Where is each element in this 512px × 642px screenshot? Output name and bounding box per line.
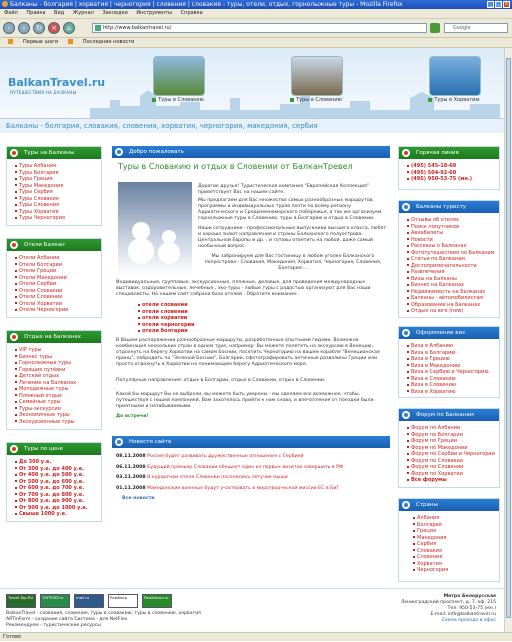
- list-item[interactable]: Словакия: [413, 548, 499, 555]
- list-item[interactable]: Виза в Македонию: [407, 363, 499, 370]
- visa-box: [398, 326, 500, 398]
- site-logo[interactable]: BalkanTravel.ru: [8, 76, 106, 89]
- news-date: 08.11.2008: [116, 454, 146, 459]
- all-news-link[interactable]: Все новости: [122, 496, 155, 501]
- list-item[interactable]: Виза в Албанию: [407, 343, 499, 350]
- stop-icon[interactable]: ×: [48, 22, 60, 34]
- list-item[interactable]: Албания: [413, 515, 499, 522]
- tour-image: [429, 56, 481, 96]
- tour-label: [424, 97, 484, 103]
- status-bar: Готово: [0, 632, 512, 641]
- site-footer: [0, 588, 504, 632]
- list-item[interactable]: Отели Албании: [15, 255, 101, 262]
- paragraph: Мы забронируем для Вас гостиницу в любом уголке Балканского полуострова - Словакия, Македония, Хорватия, Черногория, Словения, Болгария ...: [204, 254, 382, 271]
- list-item[interactable]: Молодежные туры: [15, 386, 101, 393]
- tour-label-text: Туры в Хорватию: [434, 97, 480, 103]
- tourist-list: [399, 217, 499, 315]
- news-text: Македонские военные будут участвовать в миротворческой миссии ЕС в БиГ: [147, 485, 340, 491]
- list-item[interactable]: Бизнес туры: [15, 354, 101, 361]
- list-item[interactable]: Новости: [407, 237, 499, 244]
- box-header: [112, 146, 390, 158]
- arrow-icon: [428, 98, 432, 102]
- list-item[interactable]: Туры Македония: [15, 183, 101, 190]
- list-item[interactable]: Форум по Сербии и Черногории: [407, 451, 499, 458]
- list-item[interactable]: Статьи по Балканам: [407, 256, 499, 263]
- list-item[interactable]: До 300 у.е.: [15, 459, 101, 466]
- rest-list: [7, 347, 101, 425]
- go-button[interactable]: [430, 23, 440, 33]
- news-text: Россия будет развивать дружественные отношения с Сербией: [147, 454, 304, 459]
- countries-box: [398, 498, 500, 582]
- menu-edit[interactable]: Правка: [26, 10, 46, 16]
- counter-banner[interactable]: mail.ru: [74, 594, 104, 608]
- list-item[interactable]: Виза в Хорватию: [407, 389, 499, 396]
- list-item[interactable]: Отдых на юге (new): [407, 308, 499, 315]
- box-header: [7, 331, 101, 343]
- list-item[interactable]: Болгария: [413, 522, 499, 529]
- news-text: Будущий премьер Словакии обещает один из первых визитов совершить в РФ: [147, 464, 344, 470]
- snowman-body: [158, 242, 180, 264]
- bookmark-icon: [8, 39, 13, 44]
- box-title: Форум по Балканам: [416, 412, 474, 418]
- list-item[interactable]: Хорватия: [413, 561, 499, 568]
- news-date: 06.11.2008: [116, 464, 146, 470]
- list-item[interactable]: Экскурсионные туры: [15, 419, 101, 426]
- list-item[interactable]: Форум по Македонии: [407, 445, 499, 452]
- box-header: [399, 147, 499, 159]
- list-item[interactable]: От 500 у.е. до 600 у.е.: [15, 479, 101, 486]
- bookmark-item[interactable]: [8, 39, 58, 45]
- site-tagline: ПУТЕШЕСТВИЯ НА БАЛКАНЫ: [10, 90, 77, 95]
- hotel-link[interactable]: отели болгарии: [138, 328, 195, 335]
- tours-text: Индивидуальные, групповые, экскурсионные, пляжные, деловые, для проведения международных выставок, оздоровительные, лечебные , эко-туры - любые туры с радостью организуют для Вас наши специалисты. На нашем сайт собрана база отелей . Обратите внимание:: [116, 280, 371, 297]
- box-title: Горячая линия: [416, 150, 459, 156]
- list-item[interactable]: Форум по Болгарии: [407, 432, 499, 439]
- price-list: [7, 459, 101, 518]
- keywords-banner: [0, 118, 504, 133]
- list-item[interactable]: Детский отдых: [15, 373, 101, 380]
- visa-list: [399, 343, 499, 395]
- bullet-icon: [10, 445, 18, 453]
- list-item[interactable]: От 400 у.е. до 500 у.е.: [15, 472, 101, 479]
- tour-slovakia[interactable]: [148, 56, 208, 104]
- forward-icon[interactable]: ›: [18, 22, 30, 34]
- menu-help[interactable]: Справка: [180, 10, 203, 16]
- list-item[interactable]: Отели Черногории: [15, 307, 101, 314]
- list-item[interactable]: Форум по Словакии: [407, 458, 499, 465]
- back-icon[interactable]: ‹: [3, 22, 15, 34]
- footer-line[interactable]: ARTinForm - создание сайта Система - для NetFlex: [6, 617, 128, 622]
- hotline-box: [398, 146, 500, 190]
- page-content: [0, 48, 504, 632]
- list-item[interactable]: Отели Хорватии: [15, 301, 101, 308]
- paragraph: Дорогие друзья! Туристическая компания "Европейская Коллекция" приветствует Вас на нашем сайте.: [198, 184, 369, 195]
- hotels-box: [6, 238, 102, 318]
- close-icon[interactable]: ×: [504, 1, 509, 7]
- tours-box: [6, 146, 102, 226]
- site-favicon: [95, 25, 101, 31]
- paragraph: Мы предлагаем для Вас множество самых разнообразных маршрутов, программы и индивидуальных туров почти по всему региону Адриатического и Средиземноморского побережья, а так же организуем горнолыжные туры в Словению, туры в Болгарию и отдых в Словакии.: [198, 198, 382, 221]
- footer-line[interactable]: BalkanTravel - словакия, словения, туры в словакию, туры в словению, хорватия: [6, 611, 201, 616]
- bullet-icon: [402, 329, 410, 337]
- list-item[interactable]: Туры Словения: [15, 202, 101, 209]
- phone-number: (495) 545-18-68: [407, 163, 499, 170]
- window-titlebar: [0, 0, 512, 9]
- list-item[interactable]: Отели Болгарии: [15, 262, 101, 269]
- list-item[interactable]: От 700 у.е. до 800 у.е.: [15, 492, 101, 499]
- box-header: [7, 443, 101, 455]
- tour-image: [291, 56, 343, 96]
- list-item[interactable]: Достопримечательности: [407, 263, 499, 270]
- snowman-body: [128, 238, 154, 264]
- list-item[interactable]: От 800 у.е. до 900 у.е.: [15, 498, 101, 505]
- list-item[interactable]: Фотопутешествия по Балканам: [407, 250, 499, 257]
- news-box: [112, 436, 390, 532]
- list-item[interactable]: Виза в Грецию: [407, 356, 499, 363]
- hotel-links: [130, 302, 195, 335]
- box-title: Туры на Балканы: [24, 150, 75, 156]
- hotels-list: [7, 255, 101, 314]
- list-item[interactable]: Туры Болгария: [15, 170, 101, 177]
- box-header: [399, 327, 499, 339]
- list-item[interactable]: Пляжный отдых: [15, 393, 101, 400]
- list-item[interactable]: Бизнес на Балканах: [407, 282, 499, 289]
- intro-text: [198, 184, 388, 272]
- phone-number: (495) 504-92-60: [407, 170, 499, 177]
- forum-box: [398, 408, 500, 488]
- list-item[interactable]: Виза в Словению: [407, 382, 499, 389]
- box-header: [399, 499, 499, 511]
- list-item[interactable]: Туры Черногория: [15, 215, 101, 222]
- bullet-icon: [402, 411, 410, 419]
- box-title: Добро пожаловать: [129, 149, 184, 155]
- news-item[interactable]: [116, 465, 388, 472]
- hotel-link[interactable]: отели словакии: [138, 302, 195, 309]
- list-item[interactable]: Отели Сербии: [15, 281, 101, 288]
- counter-banner[interactable]: Рамблер: [108, 594, 138, 608]
- menu-history[interactable]: Журнал: [72, 10, 94, 16]
- news-date: 01.11.2008: [116, 485, 146, 491]
- address-line: Тел: 950-53-75 (мн.): [447, 606, 496, 611]
- list-item[interactable]: Отели Македонии: [15, 275, 101, 282]
- menu-view[interactable]: Вид: [54, 10, 65, 16]
- minimize-icon[interactable]: _: [487, 1, 494, 8]
- box-title: Страны: [416, 502, 438, 508]
- window-controls: [487, 1, 510, 8]
- list-item[interactable]: Свыше 1000 у.е.: [15, 511, 101, 518]
- bookmark-item[interactable]: [68, 39, 135, 45]
- list-item[interactable]: Развлечения: [407, 269, 499, 276]
- news-item[interactable]: [116, 475, 388, 482]
- price-box: [6, 442, 102, 522]
- list-item[interactable]: Туры Греция: [15, 176, 101, 183]
- list-item[interactable]: Македония: [413, 535, 499, 542]
- routes-text: В Вашем распоряжении разнообразные маршруты, разработанные опытными гидами. Возможна комбинация нескольких стран в одном туре, например: Вы можете полететь на экскурсию в Венецию, отдохнуть на берегу Хорватии на самом Боснии, посетить Черногорию на вашем корабле "Венецианская принц", побродить по "Зеленой Боснии", Болгарии, сфотографировать античные развалины Греции или просто отдохнуть в Хорватии на понимающем берегу Адриатического моря.: [116, 338, 380, 367]
- menu-bar: [0, 9, 512, 19]
- box-header: [112, 436, 390, 448]
- box-title: Туры по цене: [24, 446, 64, 452]
- news-item[interactable]: [116, 486, 388, 493]
- phone-number: (495) 950-53-75 (мн.): [407, 176, 499, 183]
- box-header: [7, 147, 101, 159]
- popular-text: Популярные направления: отдых в Болгарии, отдых в Словакии, отдых в Словении.: [116, 378, 326, 383]
- countries-list: [399, 515, 499, 574]
- list-item[interactable]: Туры-экскурсии: [15, 406, 101, 413]
- box-title: Оформление виз: [416, 330, 465, 336]
- phone-icon: [402, 149, 410, 157]
- box-title: Балканы туристу: [416, 204, 467, 210]
- bullet-icon: [10, 149, 18, 157]
- reload-icon[interactable]: ↻: [33, 22, 45, 34]
- list-item[interactable]: Отзывы об отелях: [407, 217, 499, 224]
- list-item[interactable]: Форум по Словении: [407, 464, 499, 471]
- list-item[interactable]: Отели Греции: [15, 268, 101, 275]
- rss-icon: [68, 39, 73, 44]
- list-item[interactable]: Форум по Албании: [407, 425, 499, 432]
- list-item[interactable]: Недвижимость на Балканах: [407, 289, 499, 296]
- hotel-link[interactable]: отели словении: [138, 309, 195, 316]
- list-item[interactable]: Сербия: [413, 541, 499, 548]
- list-item[interactable]: Горящие путёвки: [15, 367, 101, 374]
- list-item[interactable]: Виза в Болгарию: [407, 350, 499, 357]
- list-item[interactable]: Туры Сербия: [15, 189, 101, 196]
- scrollbar-thumb[interactable]: [506, 58, 511, 618]
- email-link[interactable]: E-mail: info@balkantravel.ru: [430, 612, 496, 617]
- paragraph: Наши сотрудники - профессиональные выпускники высшего класса, любят и хорошо знают направления и страны Балканского полуострова. Центральной Европы и др. , и готовы ответить на любой, даже самый необычный вопрос.: [198, 226, 387, 249]
- news-date: 03.11.2008: [116, 475, 146, 480]
- closing-text: Какой бы маршрут Вы не выбрали, вы можете быть уверены - мы сделаем все возможное, чтобы, путешествуя с нашей компанией, Вам захотелось прийти к нам снова, и впечатления от поездки были приятными и незабываемыми.: [116, 392, 374, 409]
- hotel-link[interactable]: отели хорватии: [138, 315, 195, 322]
- forum-list: [399, 425, 499, 484]
- bullet-icon: [115, 438, 123, 446]
- list-item[interactable]: Рассказы о Балканах: [407, 243, 499, 250]
- list-item[interactable]: Форум по Хорватии: [407, 471, 499, 478]
- list-item[interactable]: Виза в Словакию: [407, 376, 499, 383]
- counter-banner[interactable]: TOPSTAT.ru: [40, 594, 70, 608]
- url-text: http://www.balkantravel.ru/: [103, 25, 172, 31]
- list-item[interactable]: Авиабилеты: [407, 230, 499, 237]
- bookmarks-toolbar: [0, 38, 512, 48]
- hotel-link[interactable]: отели черногории: [138, 322, 195, 329]
- menu-bookmarks[interactable]: Закладки: [102, 10, 128, 16]
- box-header: [399, 201, 499, 213]
- list-item[interactable]: Балканы - автомобилистам: [407, 295, 499, 302]
- bullet-icon: [115, 148, 123, 156]
- home-icon[interactable]: ⌂: [63, 22, 75, 34]
- list-item[interactable]: Словения: [413, 554, 499, 561]
- phone-list: [399, 163, 499, 183]
- box-title: Отели Балкан: [24, 242, 65, 248]
- goodbye-text: До встречи!: [116, 414, 149, 419]
- arrow-icon: [290, 98, 294, 102]
- box-header: [7, 239, 101, 251]
- page-title: Туры в Словакию и отдых в Словении от БалканТревел: [118, 162, 353, 171]
- rest-box: [6, 330, 102, 430]
- list-item[interactable]: Семейные туры: [15, 399, 101, 406]
- map-link[interactable]: Схема проезда в офис: [441, 618, 496, 623]
- vertical-scrollbar[interactable]: [504, 48, 512, 632]
- keywords-text: Балканы - болгария, словакия, словения, хорватия, черногория, македония, сербия: [6, 122, 318, 130]
- news-text: В курортном отеле Словении поселились летучие мыши: [147, 475, 288, 480]
- box-title: Новости сайта: [129, 439, 172, 445]
- menu-tools[interactable]: Инструменты: [136, 10, 173, 16]
- tour-label-text: Туры в Словению: [296, 97, 342, 103]
- list-item[interactable]: Все форумы: [407, 477, 499, 484]
- list-item[interactable]: Визы на Балканы: [407, 276, 499, 283]
- box-header: [399, 409, 499, 421]
- counter-banner[interactable]: Poisktorov.ru: [142, 594, 172, 608]
- counter-banner[interactable]: Travel-Top.RU: [6, 594, 36, 608]
- tour-croatia[interactable]: [424, 56, 484, 104]
- list-item[interactable]: Горнолыжные туры: [15, 360, 101, 367]
- window-title: Балканы - болгария | хорватия | черногория | словения | словакия - туры, отели, отдых, горнолыжные туры - Mozilla Firefox: [10, 1, 403, 8]
- list-item[interactable]: От 300 у.е. до 400 у.е.: [15, 466, 101, 473]
- address-line: Метро Белорусская: [443, 594, 496, 599]
- news-item[interactable]: [116, 454, 388, 461]
- navigation-toolbar: [0, 19, 512, 38]
- list-item[interactable]: Черногория: [413, 567, 499, 574]
- snowmen-photo: [118, 182, 192, 276]
- list-item[interactable]: Туры Словакия: [15, 196, 101, 203]
- bullet-icon: [402, 203, 410, 211]
- tour-label: [286, 97, 346, 103]
- tour-slovenia[interactable]: [286, 56, 346, 104]
- list-item[interactable]: Туры Хорватия: [15, 209, 101, 216]
- contact-address: [401, 594, 496, 624]
- address-line: Ленинградский проспект, д. 7, оф. 215: [400, 600, 496, 605]
- tour-label-text: Туры в Словакию: [158, 97, 204, 103]
- list-item[interactable]: Экономичные туры: [15, 412, 101, 419]
- arrow-icon: [152, 98, 156, 102]
- bullet-icon: [402, 501, 410, 509]
- tour-label: [148, 97, 208, 103]
- list-item[interactable]: Греция: [413, 528, 499, 535]
- firefox-icon: [2, 1, 8, 7]
- bookmark-label: Последние новости: [82, 39, 135, 45]
- tours-list: [7, 163, 101, 222]
- bullet-icon: [10, 241, 18, 249]
- list-item[interactable]: Поиск попутчиков: [407, 224, 499, 231]
- tour-image: [153, 56, 205, 96]
- list-item[interactable]: Виза в Сербию и Черногорию: [407, 369, 499, 376]
- maximize-icon[interactable]: □: [496, 1, 501, 7]
- list-item[interactable]: Отели Словении: [15, 294, 101, 301]
- bookmark-label: Первые шаги: [23, 39, 59, 45]
- news-list: [116, 454, 388, 503]
- tourist-box: [398, 200, 500, 318]
- list-item[interactable]: Форум по Греции: [407, 438, 499, 445]
- search-input[interactable]: Google: [444, 23, 508, 33]
- list-item[interactable]: Образование на Балканах: [407, 302, 499, 309]
- address-bar[interactable]: [92, 23, 427, 33]
- list-item[interactable]: Туры Албания: [15, 163, 101, 170]
- menu-file[interactable]: Файл: [4, 10, 18, 16]
- list-item[interactable]: От 600 у.е. до 700 у.е.: [15, 485, 101, 492]
- list-item[interactable]: От 900 у.е. до 1000 у.е.: [15, 505, 101, 512]
- box-title: Отдых на Балканах: [24, 334, 81, 340]
- list-item[interactable]: Лечение на Балканах: [15, 380, 101, 387]
- list-item[interactable]: Отели Словакии: [15, 288, 101, 295]
- footer-line[interactable]: Рекомендуем - туристические ресурсы: [6, 623, 101, 628]
- site-header: [0, 48, 504, 118]
- list-item[interactable]: VIP туры: [15, 347, 101, 354]
- bullet-icon: [10, 333, 18, 341]
